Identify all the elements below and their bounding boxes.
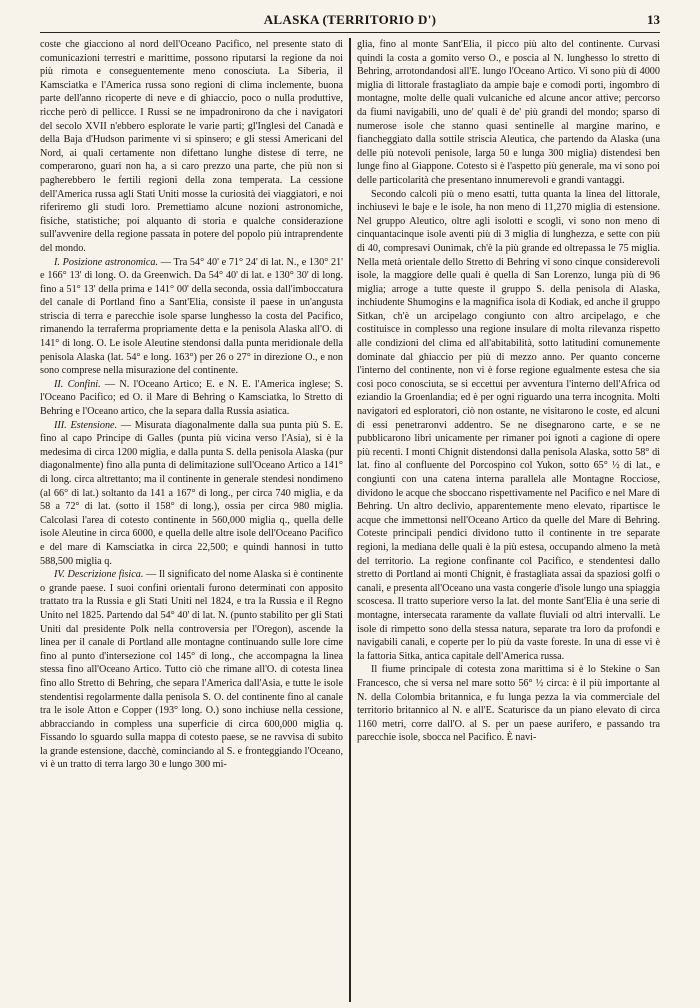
section-text: — N. l'Oceano Artico; E. e N. E. l'America inglese; S. l'Oceano Pacifico; ed O. il Mare di Behring o Kamsciatka, lo Stretto di Behring e l'Oceano artico, che la separa dalla Russia asiatica. (40, 378, 343, 418)
section-borders (40, 378, 343, 419)
section-heading: IV. Descrizione fisica. (54, 569, 144, 581)
section-extent (40, 419, 343, 569)
section-text: — Il significato del nome Alaska si è continente o grande paese. I suoi confini orientali furono determinati con apposito trattato tra la Russia e gli Stati Uniti nel 1824, e tra la Russia e il Regno Unito nel 1825. Partendo dal 54° 40' di lat. N. (punto stabilito per gli Stati Uniti dal presidente Polk nella controversia per l'Oregon), ascende la linea per il canale di Portland alle montagne continuando sulle lore cime fino al punto d'intersezione col 145° di long., che accompagna la linea stessa fino all'Oceano Artico. Tutto ciò che rimane all'O. di cotesta linea fino allo Stretto di Behring, che separa l'America dall'Asia, e tutte le isole stendentisi regolarmente dalla penisola S. O. del continente fino al canale tra le isole Atton e Copper (193° long. O.) sono inchiuse nella cessione, abbracciando in compless una superficie di circa 600,000 miglia q. Fissando lo sguardo sulla mappa di cotesto paese, se ne ravvisa di subito la grande estensione, dacchè, cominciando al S. e fronteggiando l'Oceano, vi è un tratto di terra largo 30 e lungo 300 mi- (40, 569, 343, 771)
section-text: — Misurata diagonalmente dalla sua punta più S. E. fino al capo Principe di Galles (punta più vicina verso l'Asia), si è la medesima di circa 1200 miglia, e dalla punta S. della penisola Alaska (pur diagonalmente) fino alla punta di delimitazione sull'Oceano Artico a 141° di long. circa altrettanto; ma il continente in generale stendesi nondimeno (al 66° di lat.) soltanto da 141 a 167° di long., per circa 740 miglia, e da 58 a 72° di lat. (sotto il 158° di long.), ossia per circa 980 miglia. Calcolasi l'area di cotesto continente in 560,000 miglia q., quella delle isole Aleutine in circa 6000, e quella delle altre isole dell'Oceano Pacifico e del mare di Kamsciatka in circa 22,500; e quindi hannosi in tutto 588,500 miglia q. (40, 419, 343, 567)
paragraph: glia, fino al monte Sant'Elia, il picco più alto del continente. Curvasi quindi la costa a gomito verso O., e poscia al N. lunghesso lo stretto di Behring, arrotondandosi all'E. lungo l'Oceano Artico. Vi sono più di 4000 miglia di littorale frastagliato da ampie baje e comodi porti, ingombro di montagne, molte delle quali vulcaniche ed alcune ancor attive; percorso da fiumi navigabili, uno de' quali è de' più grandi del mondo; sparso di numerose isole che stanno quasi sentinelle al margine marino, e fiancheggiato dalla sottile striscia Aleutica, che partendo da Alaska (una delle più notevoli penisole, larga 50 e lunga 300 miglia) distendesi ben lunge fino al Giappone. Cotesto si è l'aspetto più generale, ma vi sono poi delle particolarità che presentano innumerevoli e grandi vantaggi. (357, 39, 660, 186)
right-column (351, 38, 660, 1002)
section-text: — Tra 54° 40' e 71° 24' di lat. N., e 130° 21' e 166° 13' di long. O. da Greenwich. Da 54° 40' di lat. e 130° 30' di long. fino a 51° 13' della prima e 141° 00' della seconda, ossia dall'imboccatura del canale di Portland fino a Sant'Elia, consiste il paese in un'angusta striscia di terra e parecchie isole sparse lunghesso la costa del Pacifico, rimanendo la terraferma propriamente detta e la penisola Alaska all'O. di 141° di long. O. Le isole Aleutine stendonsi dalla punta meridionale della penisola Alaska (lat. 54° e long. 163°) per 26 o 27° in direzione O., e non sono comprese nella misurazione del continente. (40, 256, 343, 377)
text-columns (40, 38, 660, 1002)
running-title: ALASKA (TERRITORIO D') (263, 12, 437, 27)
paragraph: Il fiume principale di cotesta zona marittima si è lo Stekine o San Francesco, che si versa nel mare sotto 56° ½ circa: è il più importante al N. della Colombia britannica, e fu lunga pezza la via commerciale del territorio britannico al N. e all'E. Scaturisce da un piano elevato di circa 1160 metri, corre dall'O. al S. per un paese aurifero, e passando tra parecchie isole, sbocca nel Pacifico. È navi- (357, 664, 660, 744)
section-astronomical-position (40, 256, 343, 378)
section-physical-description (40, 568, 343, 772)
section-heading: II. Confini. (54, 378, 101, 390)
paragraph: Secondo calcoli più o meno esatti, tutta quanta la linea del littorale, inchiusevi le baje e le isole, ha non meno di 11,270 miglia di estensione. Nel gruppo Aleutico, oltre agli isolotti e scogli, vi sono non meno di cinquantacinque isole aventi più di 3 miglia di lunghezza, e sette con più di 40, compresavi Ounimak, ch'è la più grande ed oltrepassa le 75 miglia. Nella metà orientale dello Stretto di Behring vi sono cinque considerevoli isole, la maggiore delle quali è quella di San Lorenzo, lunga più di 96 miglia; arroge a tutte queste il gruppo S. della penisola di Alaska, inchiudente Shumogins e la magnifica isola di Kodiak, ed anche il gruppo Sitkan, ch'è un arcipelago congiunto con altro arcipelago, e che costituisce in complesso una regione insulare di molta rilevanza rispetto alle condizioni del clima ed all'abitabilità, sotto latitudini comunemente dominate dal ghiaccio per più di mezzo anno. Per quanto concerne l'interno del continente, non vi è forse regione egualmente estesa che sia così poco conosciuta, se si eccettui per avventura l'interno dell'Africa od eziandio la Groenlandia; ed è per ogni riguardo una terra incognita. Molti navigatori ed esploratori, ciò non ostante, ne visitarono le coste, ed alcuni di essi penetraronvi addentro. Se ne disegnarono carte, e se ne pubblicarono libri unicamente per rimaner poi ignoti a cagione di opere più recenti. I monti Chignit distendonsi dalla penisola Alaska, sotto 58° di lat. fino al confluente del Porcospino col Yukon, sotto 65° ½ di lat., e congiunti con una catena interna parallela alle Montagne Rocciose, dividono le acque che sboccano rispettivamente nel Pacifico e nel Mare di Behring. Un altro declivio, apparentemente meno elevato, ripartisce le acque che immettonsi nell'Oceano Artico da quelle del Mare di Behring. Coteste principali pendici dividono tutto il continente in tre separate regioni, la mediana delle quali è la più estesa, occupando almeno la metà del territorio. La regione confinante col Pacifico, e stendentesi dallo stretto di Portland ai monti Chignit, è frastagliata assai da spaziosi golfi o canali, e presenta all'Oceano una vasta congerie d'isole lungo una spiaggia scoscesa. Il tratto superiore verso la lat. del monte Sant'Elia è una serie di montagne, intersecata raramente da vallate fluviali od altri intervalli. Le isole di rimpetto sono della stessa natura, separate tra loro da profondi e navigabili canali, e coperte per lo più da vaste foreste. In una di esse vi è la fattoria Sitka, antica capitale dell'America russa. (357, 188, 660, 662)
page-number: 13 (647, 12, 660, 27)
running-header (40, 8, 660, 33)
section-heading: I. Posizione astronomica. (54, 256, 159, 268)
paragraph: coste che giacciono al nord dell'Oceano Pacifico, nel presente stato di comunicazioni terrestri e marittime, possono riputarsi la regione da noi più rimota e conseguentemente meno conosciuta. La Siberia, il Kamsciatka e l'America russa sono regioni di clima inclemente, buona parte dell'anno ricoperte di neve e di ghiaccio, poco o nulla produttive, ricche però di pellicce. I Russi se ne impadronirono da che i navigatori del secolo XVII n'ebbero esplorate le varie parti; gl'Inglesi del Canadà e della Baja d'Hudson parimente vi si spinsero; e gli stessi Americani del Nord, ai quali certamente non difettano lunghe distese di terre, ne comperarono, guari non ha, a sì caro prezzo una parte, che più non si pagherebbero le fertili regioni della zona temperata. La cessione dell'America russa agli Stati Uniti mosse la curiosità dei viaggiatori, e noi riferiremo gli studi loro. Premettiamo alcune nozioni astronomiche, fisiche, statistiche; poi alquanto di storia e qualche considerazione sull'avvenire della regione passata in potere del popolo più intraprendente del mondo. (40, 39, 343, 254)
left-column (40, 38, 351, 1002)
section-heading: III. Estensione. (54, 419, 118, 431)
